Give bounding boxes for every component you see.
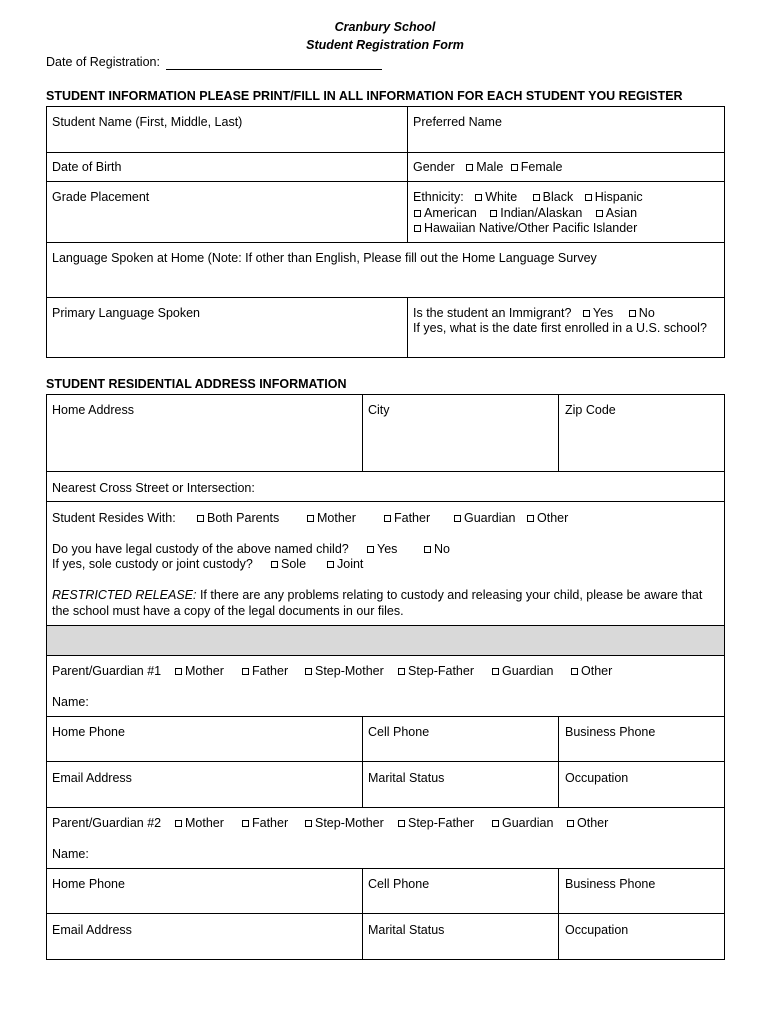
primary-language-field[interactable]: Primary Language Spoken xyxy=(52,306,201,320)
ethnicity-indian-alaskan-label: Indian/Alaskan xyxy=(500,206,583,220)
preferred-name-field[interactable]: Preferred Name xyxy=(413,115,502,129)
checkbox-icon[interactable] xyxy=(571,668,578,675)
gender-male-label: Male xyxy=(476,160,504,174)
guardian1-marital-status-field[interactable]: Marital Status xyxy=(368,771,445,785)
date-of-birth-field[interactable]: Date of Birth xyxy=(52,160,122,174)
resides-mother-option[interactable] xyxy=(303,511,356,526)
option-label: Mother xyxy=(317,511,356,525)
table-rule xyxy=(407,297,408,358)
ethnicity-black-label: Black xyxy=(542,190,574,204)
checkbox-icon[interactable] xyxy=(271,561,278,568)
restricted-release-label: RESTRICTED RELEASE: xyxy=(52,588,197,602)
option-label: No xyxy=(434,542,450,556)
ethnicity-label: Ethnicity: xyxy=(413,190,464,204)
immigrant-no-checkbox[interactable] xyxy=(629,310,636,317)
registration-date-field[interactable] xyxy=(46,55,382,70)
checkbox-icon[interactable] xyxy=(367,546,374,553)
ethnicity-white-label: White xyxy=(485,190,518,204)
ethnicity-hispanic-checkbox[interactable] xyxy=(585,194,592,201)
ethnicity-hawaiian-checkbox[interactable] xyxy=(414,225,421,232)
guardian1-name-field[interactable]: Name: xyxy=(52,695,89,709)
guardian2-home-phone-field[interactable]: Home Phone xyxy=(52,877,125,891)
registration-date-line xyxy=(166,57,382,70)
checkbox-icon[interactable] xyxy=(307,515,314,522)
guardian2-label: Parent/Guardian #2 xyxy=(52,816,162,830)
custody-no-option[interactable] xyxy=(420,542,450,557)
checkbox-icon[interactable] xyxy=(327,561,334,568)
guardian1-label: Parent/Guardian #1 xyxy=(52,664,162,678)
ethnicity-row-1 xyxy=(413,190,643,205)
form-title: Student Registration Form xyxy=(306,38,464,52)
checkbox-icon[interactable] xyxy=(492,820,499,827)
option-label: Guardian xyxy=(502,664,554,678)
option-label: If there are any problems relating to custody and releasing your child, please be aware that xyxy=(196,588,703,602)
guardian2-other-option[interactable] xyxy=(563,816,608,831)
checkbox-icon[interactable] xyxy=(175,820,182,827)
guardian1-guardian-option[interactable] xyxy=(488,664,553,679)
table-rule xyxy=(362,868,363,960)
immigrant-yes-label: Yes xyxy=(592,306,614,320)
registration-date-label: Date of Registration: xyxy=(46,55,160,69)
guardian2-father-option[interactable] xyxy=(238,816,288,831)
guardian2-mother-option[interactable] xyxy=(171,816,224,831)
gray-separator-bar xyxy=(47,625,724,655)
table-rule xyxy=(46,297,725,298)
gender-male-checkbox[interactable] xyxy=(466,164,473,171)
gender-label: Gender xyxy=(413,160,455,174)
guardian1-occupation-field[interactable]: Occupation xyxy=(565,771,629,785)
gender-field xyxy=(413,160,562,175)
immigrant-field xyxy=(413,306,655,321)
table-rule xyxy=(46,625,725,626)
school-name: Cranbury School xyxy=(334,20,436,34)
custody-joint-option[interactable] xyxy=(323,557,363,572)
ethnicity-row-3 xyxy=(413,221,637,236)
table-rule xyxy=(46,471,725,472)
option-label: Step-Mother xyxy=(315,816,384,830)
guardian2-marital-status-field[interactable]: Marital Status xyxy=(368,923,445,937)
checkbox-icon[interactable] xyxy=(454,515,461,522)
option-label: Step-Father xyxy=(408,664,475,678)
table-rule xyxy=(46,242,725,243)
custody-sole-option[interactable] xyxy=(267,557,306,572)
checkbox-icon[interactable] xyxy=(242,820,249,827)
checkbox-icon[interactable] xyxy=(242,668,249,675)
guardian1-home-phone-field[interactable]: Home Phone xyxy=(52,725,125,739)
option-label: Other xyxy=(581,664,613,678)
immigrant-yes-checkbox[interactable] xyxy=(583,310,590,317)
guardian1-mother-option[interactable] xyxy=(171,664,224,679)
ethnicity-asian-label: Asian xyxy=(605,206,638,220)
ethnicity-white-checkbox[interactable] xyxy=(475,194,482,201)
guardian1-step-father-option[interactable] xyxy=(394,664,474,679)
resides-with-label: Student Resides With: xyxy=(52,511,176,525)
restricted-release-text xyxy=(52,588,702,603)
immigrant-label: Is the student an Immigrant? xyxy=(413,306,572,320)
table-rule xyxy=(46,716,725,717)
guardian2-name-field[interactable]: Name: xyxy=(52,847,89,861)
custody-yes-option[interactable] xyxy=(363,542,397,557)
guardian1-email-field[interactable]: Email Address xyxy=(52,771,132,785)
language-home-field[interactable]: Language Spoken at Home (Note: If other than English, Please fill out the Home Language Survey xyxy=(52,251,597,265)
gender-female-label: Female xyxy=(520,160,563,174)
resides-other-option[interactable] xyxy=(523,511,568,526)
guardian2-occupation-field[interactable]: Occupation xyxy=(565,923,629,937)
student-name-field[interactable]: Student Name (First, Middle, Last) xyxy=(52,115,243,129)
checkbox-icon[interactable] xyxy=(398,668,405,675)
table-rule xyxy=(362,394,363,471)
custody-type-question: If yes, sole custody or joint custody? xyxy=(52,557,253,571)
table-rule xyxy=(46,913,725,914)
guardian1-cell-phone-field[interactable]: Cell Phone xyxy=(368,725,430,739)
option-label: Mother xyxy=(185,816,224,830)
option-label: Both Parents xyxy=(207,511,280,525)
checkbox-icon[interactable] xyxy=(305,820,312,827)
resides-father-option[interactable] xyxy=(380,511,430,526)
zip-code-field[interactable]: Zip Code xyxy=(565,403,616,417)
grade-placement-field[interactable]: Grade Placement xyxy=(52,190,150,204)
option-label: Father xyxy=(252,664,289,678)
table-rule xyxy=(46,761,725,762)
checkbox-icon[interactable] xyxy=(197,515,204,522)
table-rule xyxy=(46,655,725,656)
immigrant-date-field[interactable]: If yes, what is the date first enrolled in a U.S. school? xyxy=(413,321,707,335)
option-label: Sole xyxy=(281,557,307,571)
student-info-heading: STUDENT INFORMATION PLEASE PRINT/FILL IN ALL INFORMATION FOR EACH STUDENT YOU REGISTER xyxy=(46,89,683,103)
resides-both-parents-option[interactable] xyxy=(193,511,279,526)
option-label: Father xyxy=(394,511,431,525)
immigrant-no-label: No xyxy=(638,306,655,320)
table-rule xyxy=(46,152,725,153)
table-rule xyxy=(46,181,725,182)
checkbox-icon[interactable] xyxy=(492,668,499,675)
table-rule xyxy=(407,106,408,242)
guardian2-step-mother-option[interactable] xyxy=(301,816,384,831)
guardian1-other-option[interactable] xyxy=(567,664,612,679)
table-rule xyxy=(46,501,725,502)
home-address-field[interactable]: Home Address xyxy=(52,403,134,417)
option-label: Step-Mother xyxy=(315,664,384,678)
guardian2-guardian-option[interactable] xyxy=(488,816,553,831)
option-label: Guardian xyxy=(464,511,516,525)
table-rule xyxy=(362,716,363,807)
option-label: Guardian xyxy=(502,816,554,830)
table-rule xyxy=(558,716,559,807)
option-label: Other xyxy=(537,511,569,525)
guardian2-step-father-option[interactable] xyxy=(394,816,474,831)
residential-heading: STUDENT RESIDENTIAL ADDRESS INFORMATION xyxy=(46,377,347,391)
table-rule xyxy=(558,868,559,960)
table-rule xyxy=(558,394,559,471)
option-label: Father xyxy=(252,816,289,830)
ethnicity-indian-alaskan-checkbox[interactable] xyxy=(490,210,497,217)
cross-street-field[interactable]: Nearest Cross Street or Intersection: xyxy=(52,481,255,495)
table-rule xyxy=(46,807,725,808)
guardian1-father-option[interactable] xyxy=(238,664,288,679)
checkbox-icon[interactable] xyxy=(527,515,534,522)
guardian2-cell-phone-field[interactable]: Cell Phone xyxy=(368,877,430,891)
guardian2-email-field[interactable]: Email Address xyxy=(52,923,132,937)
ethnicity-american-checkbox[interactable] xyxy=(414,210,421,217)
city-field[interactable]: City xyxy=(368,403,390,417)
checkbox-icon[interactable] xyxy=(567,820,574,827)
ethnicity-asian-checkbox[interactable] xyxy=(596,210,603,217)
checkbox-icon[interactable] xyxy=(424,546,431,553)
option-label: Mother xyxy=(185,664,224,678)
table-rule xyxy=(46,868,725,869)
ethnicity-hawaiian-label: Hawaiian Native/Other Pacific Islander xyxy=(424,221,638,235)
checkbox-icon[interactable] xyxy=(305,668,312,675)
ethnicity-american-label: American xyxy=(424,206,477,220)
ethnicity-hispanic-label: Hispanic xyxy=(594,190,643,204)
ethnicity-row-2 xyxy=(413,206,637,221)
custody-question: Do you have legal custody of the above named child? xyxy=(52,542,349,556)
option-label: Step-Father xyxy=(408,816,475,830)
resides-guardian-option[interactable] xyxy=(450,511,515,526)
ethnicity-black-checkbox[interactable] xyxy=(533,194,540,201)
restricted-release-text-2: the school must have a copy of the legal documents in our files. xyxy=(52,604,404,618)
option-label: Yes xyxy=(377,542,398,556)
guardian1-business-phone-field[interactable]: Business Phone xyxy=(565,725,656,739)
guardian2-business-phone-field[interactable]: Business Phone xyxy=(565,877,656,891)
checkbox-icon[interactable] xyxy=(175,668,182,675)
option-label: Other xyxy=(577,816,609,830)
checkbox-icon[interactable] xyxy=(384,515,391,522)
guardian1-step-mother-option[interactable] xyxy=(301,664,384,679)
gender-female-checkbox[interactable] xyxy=(511,164,518,171)
checkbox-icon[interactable] xyxy=(398,820,405,827)
option-label: Joint xyxy=(337,557,364,571)
